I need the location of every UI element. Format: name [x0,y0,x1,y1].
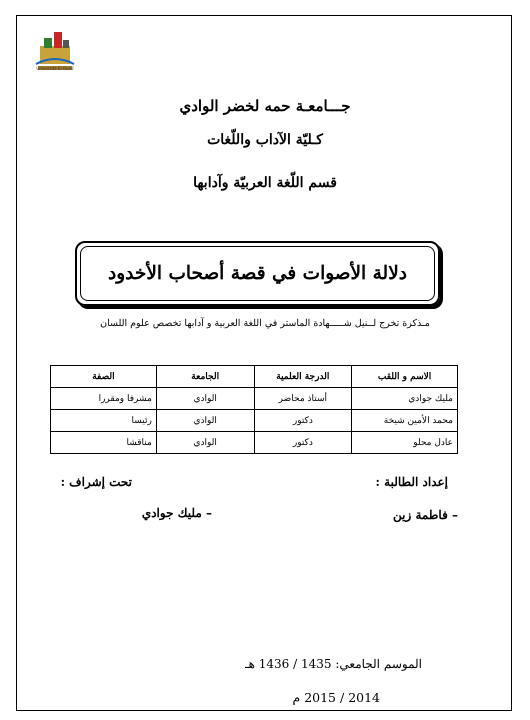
table-header-row [51,366,458,388]
thesis-title: دلالة الأصوات في قصة أصحاب الأخدود [108,263,407,284]
cell-role: مشرفا ومقررا [51,388,157,410]
cell-university: الوادي [156,388,254,410]
academic-year-gregorian: 2014 / 2015 م [292,690,380,705]
student-name: – فاطمة زين [393,508,458,522]
logo-caption: Université El Oued [36,66,74,71]
cell-role: مناقشا [51,432,157,454]
jury-table [50,365,458,454]
cell-degree: أستاذ محاضر [254,388,352,410]
col-header-university: الجامعة [156,366,254,388]
cell-role: رئيسا [51,410,157,432]
cell-name: عادل محلو [352,432,458,454]
memo-description: مـذكرة تخرج لــنيل شـــــهادة الماستر في اللغة العربية و آدابها تخصص علوم اللسان [100,318,430,329]
cell-university: الوادي [156,432,254,454]
col-header-role: الصفة [51,366,157,388]
cell-name: محمد الأمين شيخة [352,410,458,432]
col-header-name: الاسم و اللقب [352,366,458,388]
cell-degree: دكتور [254,410,352,432]
faculty-name: كـليّة الآداب واللّغات [207,132,323,148]
university-name: جـــامعـة حمه لخضر الوادي [179,97,351,115]
academic-year-hijri: الموسم الجامعي: 1435 / 1436 هـ [245,657,422,671]
table-row [51,410,458,432]
prepared-by-label: إعداد الطالبة : [375,475,448,489]
col-header-degree: الدرجة العلمية [254,366,352,388]
title-box [75,241,440,306]
cell-degree: دكتور [254,432,352,454]
table-row [51,388,458,410]
supervisor-name: – مليك جوادي [141,506,212,520]
page-border [16,15,512,711]
cell-name: مليك جوادي [352,388,458,410]
cell-university: الوادي [156,410,254,432]
table-row [51,432,458,454]
supervision-label: تحت إشراف : [60,475,132,489]
department-name: قسم اللّغة العربيّة وآدابها [193,175,337,191]
